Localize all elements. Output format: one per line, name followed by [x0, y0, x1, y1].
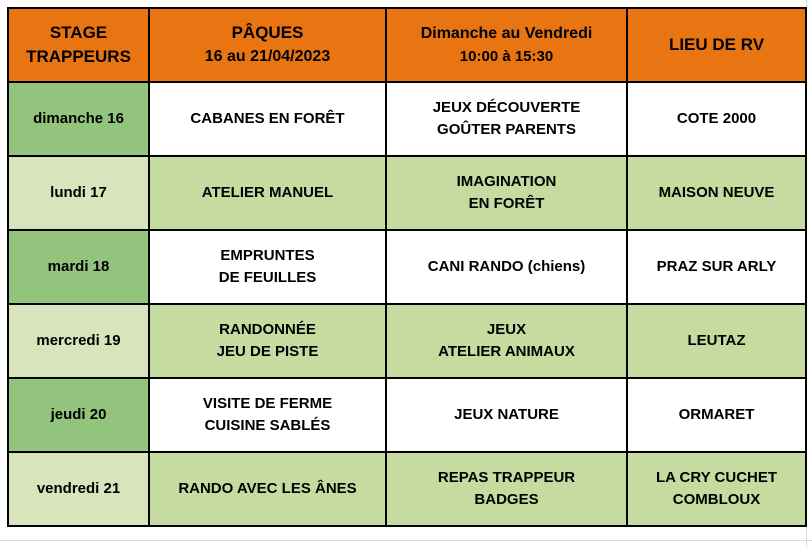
program-cell[interactable]	[386, 452, 627, 526]
place-cell[interactable]	[627, 230, 806, 304]
table-row	[8, 452, 806, 526]
program-line: JEUX	[486, 321, 527, 338]
header-schedule-days: Dimanche au Vendredi	[420, 25, 593, 42]
header-meeting-place-label: LIEU DE RV	[668, 35, 765, 54]
place-line: COMBLOUX	[672, 491, 761, 508]
activity-line: VISITE DE FERME	[202, 395, 333, 412]
program-cell[interactable]	[386, 304, 627, 378]
place-line: LEUTAZ	[687, 332, 746, 349]
program-line: GOÛTER PARENTS	[437, 121, 576, 138]
day-label: mardi 18	[47, 258, 110, 275]
program-line: ATELIER ANIMAUX	[438, 343, 575, 360]
activity-line: ATELIER MANUEL	[201, 184, 334, 201]
day-cell[interactable]	[8, 452, 149, 526]
place-cell[interactable]	[627, 452, 806, 526]
program-line: JEUX NATURE	[454, 406, 559, 423]
schedule-table	[7, 7, 807, 527]
day-label: vendredi 21	[36, 480, 121, 497]
header-period-dates: 16 au 21/04/2023	[204, 48, 331, 65]
activity-cell[interactable]	[149, 82, 386, 156]
program-cell[interactable]	[386, 82, 627, 156]
program-line: CANI RANDO (chiens)	[427, 258, 586, 275]
program-cell[interactable]	[386, 378, 627, 452]
place-line: LA CRY CUCHET	[655, 469, 778, 486]
day-cell[interactable]	[8, 304, 149, 378]
program-line: REPAS TRAPPEUR	[437, 469, 576, 486]
program-line: IMAGINATION	[456, 173, 557, 190]
program-line: BADGES	[474, 491, 539, 508]
day-cell[interactable]	[8, 230, 149, 304]
table-row	[8, 230, 806, 304]
activity-line: DE FEUILLES	[218, 269, 317, 286]
sheet-gridline	[0, 540, 812, 541]
program-cell[interactable]	[386, 230, 627, 304]
day-cell[interactable]	[8, 82, 149, 156]
activity-line: EMPRUNTES	[220, 247, 315, 264]
header-stage-cell[interactable]	[8, 8, 149, 82]
header-meeting-place-cell[interactable]	[627, 8, 806, 82]
header-row	[8, 8, 806, 82]
day-label: mercredi 19	[36, 332, 121, 349]
activity-cell[interactable]	[149, 452, 386, 526]
header-stage-line: STAGE	[49, 23, 108, 42]
program-line: JEUX DÉCOUVERTE	[432, 99, 581, 116]
place-line: ORMARET	[678, 406, 755, 423]
place-cell[interactable]	[627, 304, 806, 378]
place-cell[interactable]	[627, 82, 806, 156]
activity-line: CABANES EN FORÊT	[190, 110, 345, 127]
place-line: PRAZ SUR ARLY	[656, 258, 777, 275]
activity-line: RANDO AVEC LES ÂNES	[178, 480, 357, 497]
activity-line: RANDONNÉE	[219, 321, 316, 338]
activity-cell[interactable]	[149, 378, 386, 452]
table-row	[8, 378, 806, 452]
place-cell[interactable]	[627, 378, 806, 452]
day-cell[interactable]	[8, 156, 149, 230]
header-schedule-hours: 10:00 à 15:30	[459, 48, 554, 65]
program-cell[interactable]	[386, 156, 627, 230]
day-label: dimanche 16	[33, 110, 124, 127]
day-cell[interactable]	[8, 378, 149, 452]
table-row	[8, 156, 806, 230]
header-stage-line: TRAPPEURS	[26, 47, 131, 66]
day-label: jeudi 20	[50, 406, 107, 423]
place-line: COTE 2000	[676, 110, 757, 127]
activity-cell[interactable]	[149, 230, 386, 304]
header-period-cell[interactable]	[149, 8, 386, 82]
activity-cell[interactable]	[149, 156, 386, 230]
program-line: EN FORÊT	[468, 195, 545, 212]
place-line: MAISON NEUVE	[658, 184, 775, 201]
activity-line: CUISINE SABLÉS	[204, 417, 331, 434]
header-period-title: PÂQUES	[231, 23, 304, 42]
day-label: lundi 17	[50, 184, 107, 201]
activity-cell[interactable]	[149, 304, 386, 378]
header-schedule-cell[interactable]	[386, 8, 627, 82]
place-cell[interactable]	[627, 156, 806, 230]
table-row	[8, 82, 806, 156]
activity-line: JEU DE PISTE	[216, 343, 319, 360]
table-row	[8, 304, 806, 378]
